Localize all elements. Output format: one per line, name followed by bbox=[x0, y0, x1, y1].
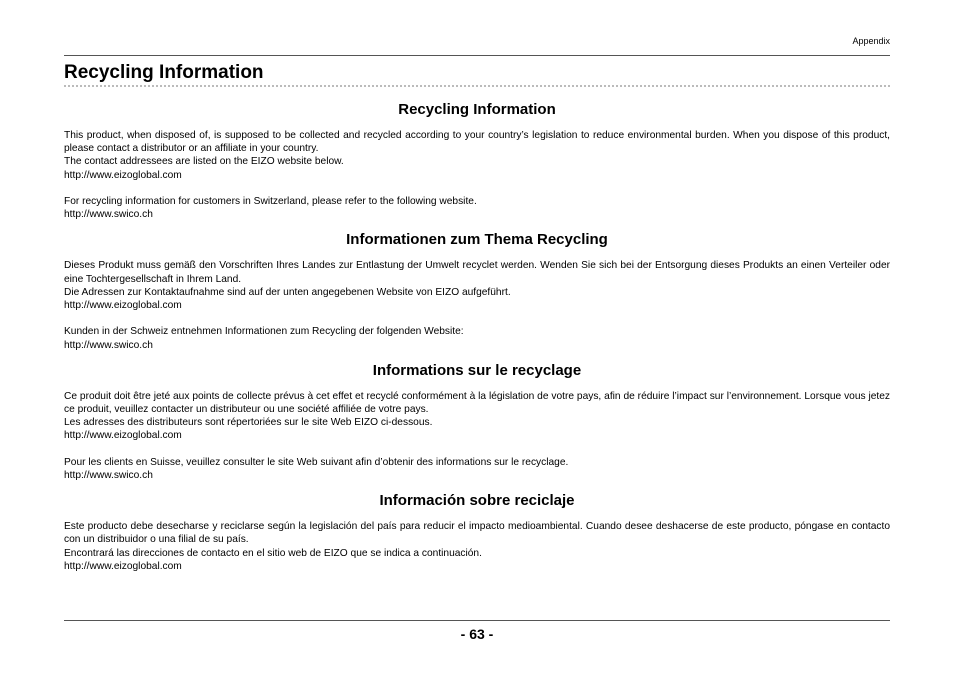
section-english bbox=[64, 101, 890, 221]
section-heading: Informationen zum Thema Recycling bbox=[346, 231, 608, 249]
paragraph: Pour les clients en Suisse, veuillez consulter le site Web suivant afin d’obtenir des informations sur le recyclage. bbox=[64, 456, 569, 468]
main-content bbox=[64, 97, 890, 583]
section-french bbox=[64, 362, 890, 482]
bottom-divider bbox=[64, 620, 890, 621]
paragraph: The contact addressees are listed on the EIZO website below. bbox=[64, 156, 344, 168]
paragraph: This product, when disposed of, is supposed to be collected and recycled according to your country’s legislation to reduce environmental burden. When you dispose of this product, please contact a distributor or an affiliate in your country. bbox=[64, 130, 890, 155]
section-spanish bbox=[64, 492, 890, 573]
website-url: http://www.swico.ch bbox=[64, 339, 153, 351]
paragraph: Ce produit doit être jeté aux points de collecte prévus à cet effet et recyclé conformément à la législation de votre pays, afin de réduire l’impact sur l’environnement. Lorsque vous jetez ce produit, veuillez contacter un distributeur ou une société affiliée de votre pays. bbox=[64, 390, 890, 416]
section-heading: Informations sur le recyclage bbox=[372, 361, 582, 379]
website-url: http://www.swico.ch bbox=[64, 209, 153, 221]
website-url: http://www.eizoglobal.com bbox=[64, 300, 182, 312]
paragraph: Die Adressen zur Kontaktaufnahme sind auf der unten angegebenen Website von EIZO aufgeführt. bbox=[64, 286, 511, 298]
website-url: http://www.eizoglobal.com bbox=[64, 560, 182, 572]
paragraph: Kunden in der Schweiz entnehmen Informationen zum Recycling der folgenden Website: bbox=[64, 326, 464, 338]
section-heading: Información sobre reciclaje bbox=[379, 492, 575, 510]
section-german bbox=[64, 231, 890, 351]
paragraph: Les adresses des distributeurs sont répertoriées sur le site Web EIZO ci-dessous. bbox=[64, 417, 433, 429]
website-url: http://www.eizoglobal.com bbox=[64, 169, 182, 181]
paragraph: Encontrará las direcciones de contacto en el sitio web de EIZO que se indica a continuación. bbox=[64, 547, 482, 559]
top-divider bbox=[64, 55, 890, 56]
page-title: Recycling Information bbox=[64, 62, 264, 83]
header-section-label: Appendix bbox=[852, 36, 890, 46]
website-url: http://www.swico.ch bbox=[64, 470, 153, 482]
website-url: http://www.eizoglobal.com bbox=[64, 430, 182, 442]
page-number: - 63 - bbox=[460, 626, 494, 642]
section-heading: Recycling Information bbox=[398, 101, 556, 118]
paragraph: Dieses Produkt muss gemäß den Vorschriften Ihres Landes zur Entlastung der Umwelt recyclet werden. Wenden Sie sich bei der Entsorgung dieses Produkts an einen Verteiler oder eine Tochtergesellschaft in Ihrem Land. bbox=[64, 260, 890, 285]
title-dotted-divider bbox=[64, 85, 890, 87]
paragraph: Este producto debe desecharse y reciclarse según la legislación del país para reducir el impacto medioambiental. Cuando desee deshacerse de este producto, póngase en contacto con un distribuidor o una filial de su país. bbox=[64, 521, 890, 546]
paragraph: For recycling information for customers in Switzerland, please refer to the following website. bbox=[64, 196, 477, 207]
